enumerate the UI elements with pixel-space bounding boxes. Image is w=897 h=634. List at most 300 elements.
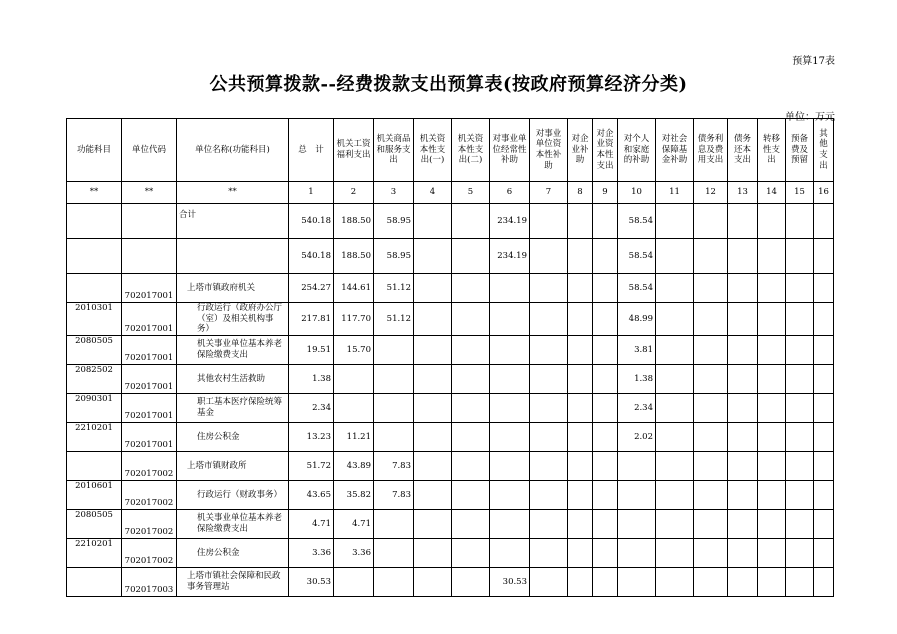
amount-cell: 234.19 [490,204,530,239]
amount-cell [334,364,374,393]
index-cell: 2 [334,182,374,204]
amount-cell [452,451,490,480]
unit-name-cell: 机关事业单位基本养老保险缴费支出 [177,509,289,538]
table-row [67,204,834,239]
unit-code-cell: 702017001 [122,364,177,393]
function-code-cell: 2090301 [67,393,122,422]
amount-cell [814,393,834,422]
amount-cell [490,509,530,538]
column-header: 单位代码 [122,119,177,182]
amount-cell [656,303,694,336]
amount-cell [758,509,786,538]
amount-cell [593,303,618,336]
amount-cell [530,335,568,364]
amount-cell: 234.19 [490,239,530,274]
amount-cell [568,451,593,480]
amount-cell [758,204,786,239]
function-code-cell: 2080505 [67,509,122,538]
amount-cell: 217.81 [289,303,334,336]
unit-code-cell: 702017002 [122,538,177,567]
amount-cell [568,204,593,239]
amount-cell [786,451,814,480]
amount-cell [694,393,728,422]
amount-cell [593,480,618,509]
amount-cell [593,451,618,480]
amount-cell [530,480,568,509]
unit-code-cell: 702017002 [122,509,177,538]
column-header: 对企业资本性支出 [593,119,618,182]
amount-cell: 19.51 [289,335,334,364]
unit-name-cell: 其他农村生活救助 [177,364,289,393]
amount-cell [656,422,694,451]
column-header: 对企业补助 [568,119,593,182]
amount-cell [618,538,656,567]
amount-cell [374,393,414,422]
amount-cell [694,567,728,596]
amount-cell: 540.18 [289,239,334,274]
amount-cell [758,393,786,422]
amount-cell [728,480,758,509]
table-number: 预算17表 [792,56,835,67]
amount-cell [568,480,593,509]
amount-cell [758,422,786,451]
amount-cell [694,480,728,509]
amount-cell: 51.72 [289,451,334,480]
amount-cell [814,204,834,239]
amount-cell [593,567,618,596]
amount-cell [530,274,568,303]
amount-cell [490,538,530,567]
amount-cell: 13.23 [289,422,334,451]
function-code-cell [67,567,122,596]
amount-cell: 3.36 [289,538,334,567]
table-row [67,274,834,303]
unit-code-cell: 702017001 [122,274,177,303]
amount-cell [568,303,593,336]
amount-cell [374,335,414,364]
amount-cell [656,239,694,274]
amount-cell [728,274,758,303]
amount-cell [374,567,414,596]
amount-cell [530,509,568,538]
amount-cell [568,335,593,364]
amount-cell: 58.54 [618,274,656,303]
amount-cell: 35.82 [334,480,374,509]
table-row [67,393,834,422]
amount-cell [728,451,758,480]
amount-cell [814,364,834,393]
function-code-cell: 2080505 [67,335,122,364]
amount-cell [374,422,414,451]
amount-cell: 58.54 [618,204,656,239]
amount-cell [694,364,728,393]
amount-cell [568,274,593,303]
function-code-cell: 2210201 [67,538,122,567]
table-row [67,303,834,336]
amount-cell [414,480,452,509]
amount-cell [530,204,568,239]
index-cell: 7 [530,182,568,204]
amount-cell [530,451,568,480]
amount-cell: 254.27 [289,274,334,303]
amount-cell [814,239,834,274]
index-cell: 3 [374,182,414,204]
amount-cell [656,204,694,239]
amount-cell: 51.12 [374,274,414,303]
unit-code-cell: 702017001 [122,335,177,364]
amount-cell [452,393,490,422]
amount-cell [452,303,490,336]
amount-cell [593,364,618,393]
budget-table [66,118,834,597]
amount-cell [694,538,728,567]
amount-cell: 43.89 [334,451,374,480]
amount-cell [618,480,656,509]
amount-cell [786,303,814,336]
amount-cell [414,509,452,538]
amount-cell [656,509,694,538]
unit-name-cell: 住房公积金 [177,538,289,567]
unit-name-cell: 行政运行（政府办公厅（室）及相关机构事务） [177,303,289,336]
amount-cell [414,538,452,567]
amount-cell [786,274,814,303]
amount-cell [414,335,452,364]
amount-cell [694,509,728,538]
amount-cell: 1.38 [618,364,656,393]
amount-cell [814,422,834,451]
amount-cell [758,274,786,303]
amount-cell [452,509,490,538]
amount-cell: 188.50 [334,239,374,274]
amount-cell [414,204,452,239]
amount-cell [694,239,728,274]
column-header: 功能科目 [67,119,122,182]
amount-cell [618,509,656,538]
column-header: 机关资本性支出(一) [414,119,452,182]
index-cell: 8 [568,182,593,204]
unit-name-cell [177,239,289,274]
column-header: 机关商品和服务支出 [374,119,414,182]
amount-cell [758,451,786,480]
unit-code-cell: 702017002 [122,451,177,480]
index-cell: 6 [490,182,530,204]
amount-cell [414,422,452,451]
index-cell: 10 [618,182,656,204]
amount-cell: 117.70 [334,303,374,336]
amount-cell [786,239,814,274]
index-cell: 9 [593,182,618,204]
amount-cell: 58.54 [618,239,656,274]
function-code-cell [67,204,122,239]
column-header: 对事业单位资本性补助 [530,119,568,182]
index-cell: 1 [289,182,334,204]
table-row [67,567,834,596]
amount-cell: 3.36 [334,538,374,567]
table-row [67,509,834,538]
amount-cell [656,451,694,480]
index-row [67,182,834,204]
amount-cell: 188.50 [334,204,374,239]
amount-cell [656,393,694,422]
amount-cell [490,393,530,422]
amount-cell [786,393,814,422]
amount-cell [758,239,786,274]
amount-cell [490,422,530,451]
unit-label: 单位：万元 [785,112,835,123]
function-code-cell: 2010301 [67,303,122,336]
amount-cell [593,538,618,567]
amount-cell [490,364,530,393]
amount-cell [656,567,694,596]
amount-cell [334,393,374,422]
amount-cell [786,567,814,596]
amount-cell [758,335,786,364]
amount-cell [490,335,530,364]
amount-cell [758,480,786,509]
amount-cell [656,335,694,364]
amount-cell [786,422,814,451]
table-row [67,451,834,480]
amount-cell [452,274,490,303]
amount-cell [656,274,694,303]
amount-cell [530,567,568,596]
amount-cell [530,538,568,567]
index-cell: ** [177,182,289,204]
unit-code-cell: 702017001 [122,393,177,422]
amount-cell [530,393,568,422]
amount-cell [414,393,452,422]
table-row [67,335,834,364]
amount-cell: 58.95 [374,239,414,274]
amount-cell [593,335,618,364]
amount-cell [694,335,728,364]
amount-cell: 15.70 [334,335,374,364]
column-header: 总 计 [289,119,334,182]
amount-cell [814,538,834,567]
amount-cell [786,480,814,509]
amount-cell [814,567,834,596]
amount-cell [414,451,452,480]
column-header: 机关资本性支出(二) [452,119,490,182]
amount-cell [814,480,834,509]
column-header: 转移性支出 [758,119,786,182]
amount-cell [694,303,728,336]
unit-name-cell: 行政运行（财政事务） [177,480,289,509]
amount-cell [758,567,786,596]
index-cell: 12 [694,182,728,204]
amount-cell [414,239,452,274]
amount-cell [490,303,530,336]
amount-cell: 1.38 [289,364,334,393]
amount-cell [814,274,834,303]
index-cell: ** [122,182,177,204]
amount-cell: 4.71 [289,509,334,538]
index-cell: 11 [656,182,694,204]
amount-cell [814,451,834,480]
amount-cell: 30.53 [490,567,530,596]
amount-cell: 43.65 [289,480,334,509]
amount-cell [728,509,758,538]
amount-cell [593,274,618,303]
amount-cell [786,204,814,239]
amount-cell [490,451,530,480]
amount-cell [530,364,568,393]
table-row [67,422,834,451]
amount-cell [452,422,490,451]
amount-cell [568,567,593,596]
column-header: 债务利息及费用支出 [694,119,728,182]
amount-cell [452,204,490,239]
amount-cell [786,335,814,364]
index-cell: 4 [414,182,452,204]
amount-cell [414,274,452,303]
amount-cell [694,422,728,451]
amount-cell [728,567,758,596]
amount-cell: 2.34 [618,393,656,422]
unit-name-cell: 上塔市镇社会保障和民政事务管理站 [177,567,289,596]
unit-name-cell: 住房公积金 [177,422,289,451]
amount-cell [374,509,414,538]
amount-cell: 540.18 [289,204,334,239]
amount-cell [452,538,490,567]
amount-cell [452,567,490,596]
function-code-cell: 2210201 [67,422,122,451]
table-row [67,480,834,509]
function-code-cell: 2010601 [67,480,122,509]
unit-name-cell: 上塔市镇政府机关 [177,274,289,303]
amount-cell: 58.95 [374,204,414,239]
column-header: 对事业单位经常性补助 [490,119,530,182]
amount-cell [568,364,593,393]
index-cell: ** [67,182,122,204]
column-header: 对社会保障基金补助 [656,119,694,182]
unit-code-cell: 702017001 [122,422,177,451]
index-cell: 13 [728,182,758,204]
amount-cell [568,538,593,567]
column-header: 债务还本支出 [728,119,758,182]
header-row [67,119,834,182]
amount-cell [568,393,593,422]
amount-cell [530,303,568,336]
amount-cell: 11.21 [334,422,374,451]
amount-cell [593,239,618,274]
unit-name-cell: 上塔市镇财政所 [177,451,289,480]
amount-cell [786,364,814,393]
unit-name-cell: 合计 [177,204,289,239]
amount-cell [694,451,728,480]
function-code-cell [67,451,122,480]
page-title: 公共预算拨款--经费拨款支出预算表(按政府预算经济分类) [209,74,688,95]
amount-cell [728,303,758,336]
index-cell: 16 [814,182,834,204]
amount-cell [452,480,490,509]
amount-cell [414,364,452,393]
amount-cell [814,335,834,364]
amount-cell [452,335,490,364]
amount-cell: 48.99 [618,303,656,336]
amount-cell [593,509,618,538]
amount-cell: 4.71 [334,509,374,538]
amount-cell [656,538,694,567]
amount-cell [334,567,374,596]
amount-cell [728,422,758,451]
amount-cell: 30.53 [289,567,334,596]
amount-cell: 2.02 [618,422,656,451]
amount-cell [452,239,490,274]
table-row [67,538,834,567]
amount-cell [568,239,593,274]
index-cell: 14 [758,182,786,204]
table-row [67,364,834,393]
amount-cell: 7.83 [374,451,414,480]
unit-code-cell: 702017001 [122,303,177,336]
amount-cell [452,364,490,393]
amount-cell [618,451,656,480]
unit-code-cell [122,204,177,239]
amount-cell [593,393,618,422]
amount-cell [656,480,694,509]
amount-cell [593,422,618,451]
unit-code-cell: 702017002 [122,480,177,509]
amount-cell: 144.61 [334,274,374,303]
amount-cell [758,303,786,336]
amount-cell [530,422,568,451]
unit-code-cell [122,239,177,274]
unit-name-cell: 职工基本医疗保险统筹基金 [177,393,289,422]
amount-cell [814,509,834,538]
amount-cell [758,538,786,567]
amount-cell [728,204,758,239]
amount-cell [694,274,728,303]
amount-cell [728,538,758,567]
amount-cell [593,204,618,239]
amount-cell: 2.34 [289,393,334,422]
amount-cell [530,239,568,274]
column-header: 预备费及预留 [786,119,814,182]
amount-cell [728,335,758,364]
amount-cell [758,364,786,393]
amount-cell [728,364,758,393]
index-cell: 15 [786,182,814,204]
amount-cell [814,303,834,336]
amount-cell [786,509,814,538]
index-cell: 5 [452,182,490,204]
amount-cell [728,393,758,422]
amount-cell [568,509,593,538]
table-row [67,239,834,274]
unit-name-cell: 机关事业单位基本养老保险缴费支出 [177,335,289,364]
amount-cell [414,303,452,336]
amount-cell: 3.81 [618,335,656,364]
function-code-cell: 2082502 [67,364,122,393]
amount-cell [490,274,530,303]
amount-cell [374,538,414,567]
amount-cell [374,364,414,393]
amount-cell: 7.83 [374,480,414,509]
unit-code-cell: 702017003 [122,567,177,596]
amount-cell [786,538,814,567]
amount-cell [728,239,758,274]
amount-cell [568,422,593,451]
amount-cell [694,204,728,239]
amount-cell [618,567,656,596]
column-header: 单位名称(功能科目) [177,119,289,182]
function-code-cell [67,274,122,303]
column-header: 对个人和家庭的补助 [618,119,656,182]
column-header: 其他支出 [814,119,834,182]
amount-cell: 51.12 [374,303,414,336]
amount-cell [414,567,452,596]
